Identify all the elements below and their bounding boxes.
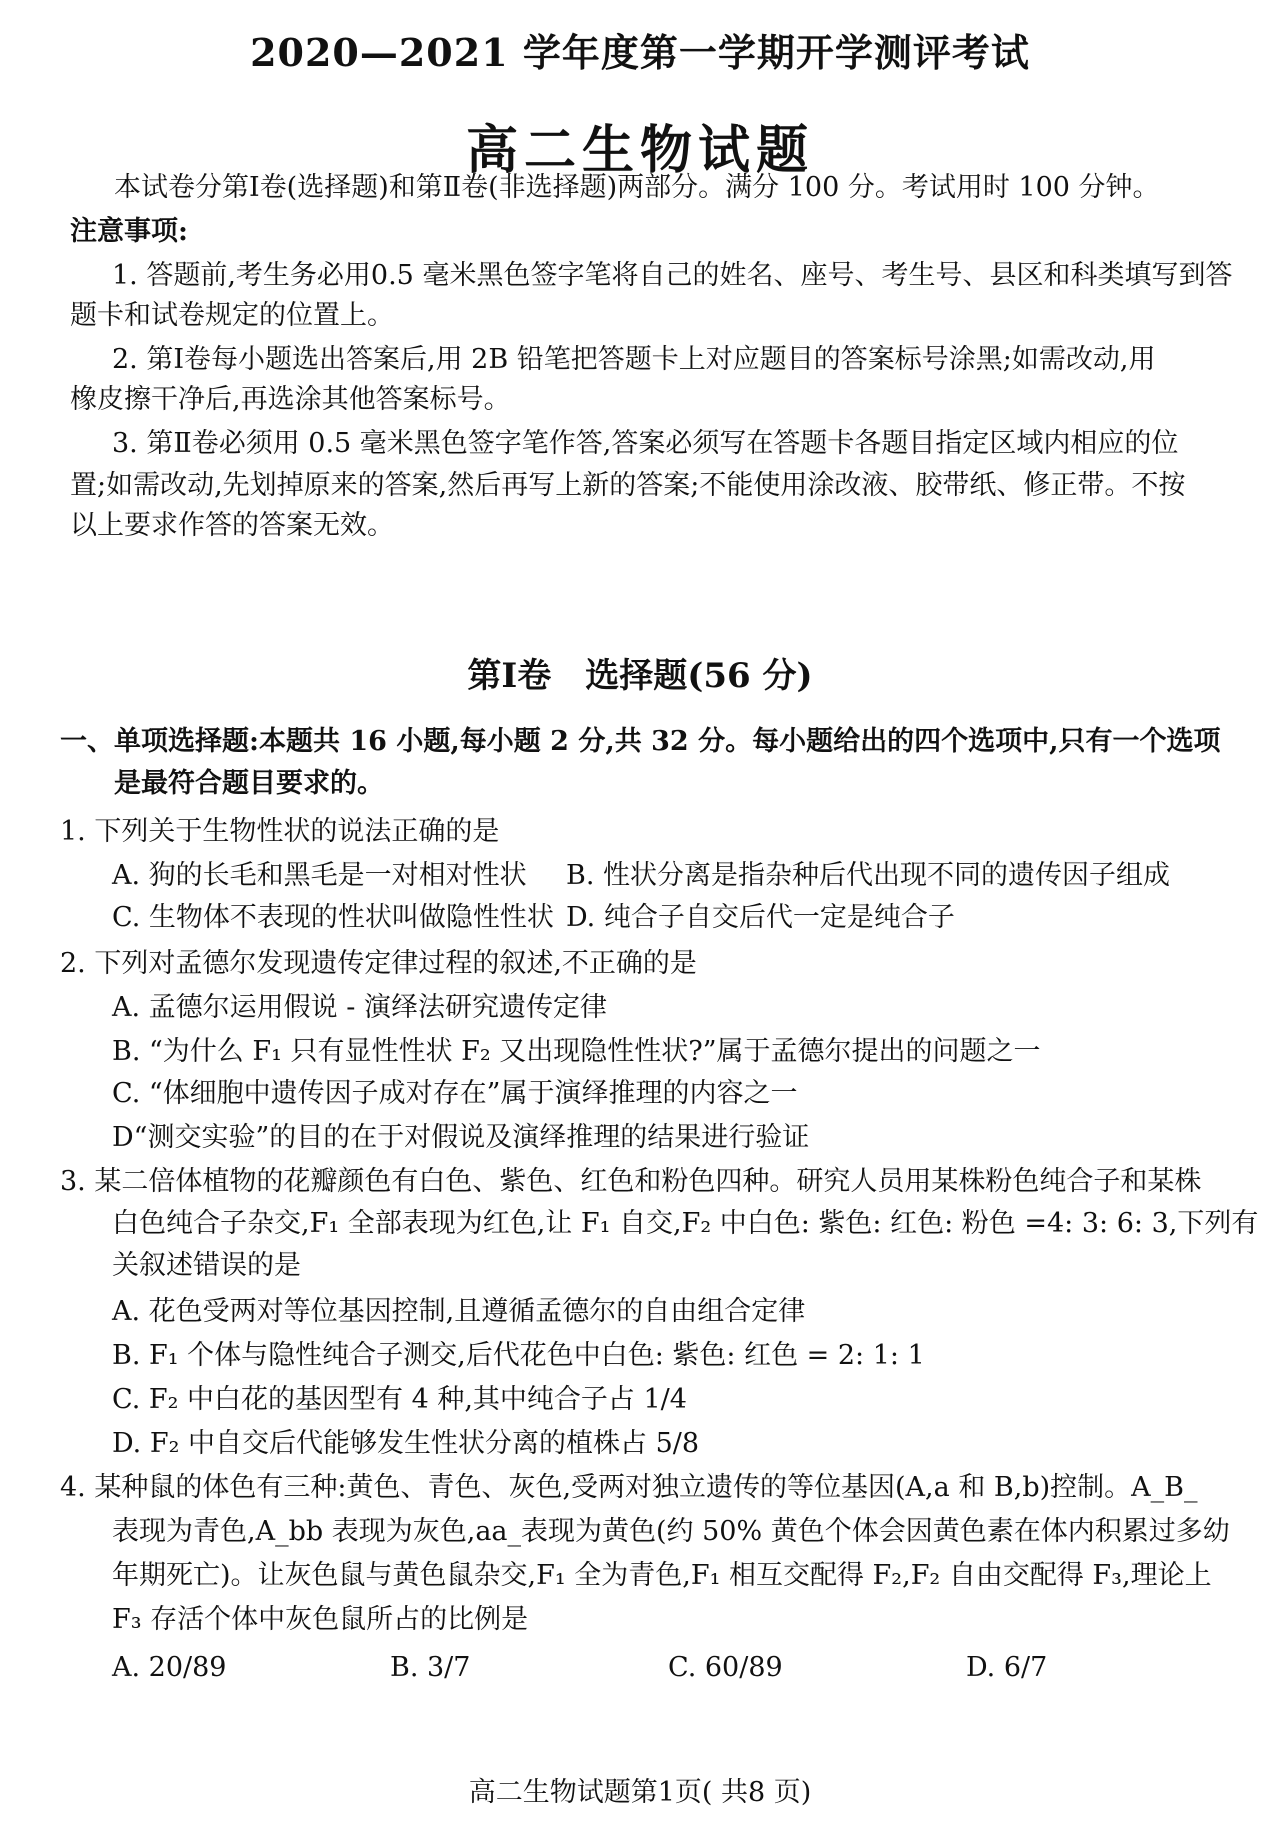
q2-option-b: B. “为什么 F₁ 只有显性性状 F₂ 又出现隐性性状?”属于孟德尔提出的问题之一 bbox=[112, 1036, 1041, 1067]
note-3-line-2: 置;如需改动,先划掉原来的答案,然后再写上新的答案;不能使用涂改液、胶带纸、修正带。不按 bbox=[70, 470, 1186, 501]
q4-stem-line-3: 年期死亡)。让灰色鼠与黄色鼠杂交,F₁ 全为青色,F₁ 相互交配得 F₂,F₂ 自由交配得 F₃,理论上 bbox=[112, 1560, 1212, 1591]
part-instruction-line-1: 一、单项选择题:本题共 16 小题,每小题 2 分,共 32 分。每小题给出的四个选项中,只有一个选项 bbox=[60, 726, 1221, 757]
page-footer: 高二生物试题第1页( 共8 页) bbox=[468, 1777, 812, 1808]
q4-option-c: C. 60/89 bbox=[668, 1652, 783, 1683]
q3-option-a: A. 花色受两对等位基因控制,且遵循孟德尔的自由组合定律 bbox=[112, 1296, 806, 1327]
q4-option-b: B. 3/7 bbox=[390, 1652, 471, 1683]
note-2-line-2: 橡皮擦干净后,再选涂其他答案标号。 bbox=[70, 384, 511, 415]
part-instruction-line-2: 是最符合题目要求的。 bbox=[114, 768, 384, 799]
q2-option-a: A. 孟德尔运用假说 - 演绎法研究遗传定律 bbox=[112, 992, 607, 1023]
note-2-line-1: 2. 第Ⅰ卷每小题选出答案后,用 2B 铅笔把答题卡上对应题目的答案标号涂黑;如需改动,用 bbox=[112, 344, 1156, 375]
q1-option-d: D. 纯合子自交后代一定是纯合子 bbox=[566, 902, 955, 933]
subject-title: 高二生物试题 bbox=[465, 120, 814, 181]
q4-stem-line-1: 4. 某种鼠的体色有三种:黄色、青色、灰色,受两对独立遗传的等位基因(A,a 和 B,b)控制。A_B_ bbox=[60, 1472, 1198, 1503]
note-3-line-3: 以上要求作答的答案无效。 bbox=[70, 510, 394, 541]
note-3-line-1: 3. 第Ⅱ卷必须用 0.5 毫米黑色签字笔作答,答案必须写在答题卡各题目指定区域内相应的位 bbox=[112, 428, 1179, 459]
q2-option-c: C. “体细胞中遗传因子成对存在”属于演绎推理的内容之一 bbox=[112, 1078, 798, 1109]
q1-option-b: B. 性状分离是指杂种后代出现不同的遗传因子组成 bbox=[566, 860, 1171, 891]
q2-stem: 2. 下列对孟德尔发现遗传定律过程的叙述,不正确的是 bbox=[60, 948, 697, 979]
q3-stem-line-1: 3. 某二倍体植物的花瓣颜色有白色、紫色、红色和粉色四种。研究人员用某株粉色纯合子和某株 bbox=[60, 1166, 1202, 1197]
q1-option-a: A. 狗的长毛和黑毛是一对相对性状 bbox=[112, 860, 527, 891]
q4-stem-line-4: F₃ 存活个体中灰色鼠所占的比例是 bbox=[112, 1604, 529, 1635]
q4-option-a: A. 20/89 bbox=[112, 1652, 227, 1683]
q1-option-c: C. 生物体不表现的性状叫做隐性性状 bbox=[112, 902, 554, 933]
q1-stem: 1. 下列关于生物性状的说法正确的是 bbox=[60, 816, 500, 847]
q2-option-d: D“测交实验”的目的在于对假说及演绎推理的结果进行验证 bbox=[112, 1122, 810, 1153]
q3-stem-line-3: 关叙述错误的是 bbox=[112, 1250, 301, 1281]
note-1-line-2: 题卡和试卷规定的位置上。 bbox=[70, 300, 394, 331]
notes-title: 注意事项: bbox=[70, 216, 188, 247]
q4-option-d: D. 6/7 bbox=[966, 1652, 1048, 1683]
q4-stem-line-2: 表现为青色,A_bb 表现为灰色,aa_表现为黄色(约 50% 黄色个体会因黄色素在体内积累过多幼 bbox=[112, 1516, 1230, 1547]
q3-option-d: D. F₂ 中自交后代能够发生性状分离的植株占 5/8 bbox=[112, 1428, 700, 1459]
note-1-line-1: 1. 答题前,考生务必用0.5 毫米黑色签字笔将自己的姓名、座号、考生号、县区和科类填写到答 bbox=[112, 260, 1233, 291]
q3-option-c: C. F₂ 中白花的基因型有 4 种,其中纯合子占 1/4 bbox=[112, 1384, 687, 1415]
section-title: 第Ⅰ卷 选择题(56 分) bbox=[467, 656, 813, 696]
q3-stem-line-2: 白色纯合子杂交,F₁ 全部表现为红色,让 F₁ 自交,F₂ 中白色: 紫色: 红色: 粉色 =4: 3: 6: 3,下列有 bbox=[112, 1208, 1259, 1239]
intro-text: 本试卷分第Ⅰ卷(选择题)和第Ⅱ卷(非选择题)两部分。满分 100 分。考试用时 100 分钟。 bbox=[114, 172, 1160, 203]
q3-option-b: B. F₁ 个体与隐性纯合子测交,后代花色中白色: 紫色: 红色 = 2: 1: 1 bbox=[112, 1340, 925, 1371]
exam-title: 2020—2021 学年度第一学期开学测评考试 bbox=[250, 30, 1030, 75]
